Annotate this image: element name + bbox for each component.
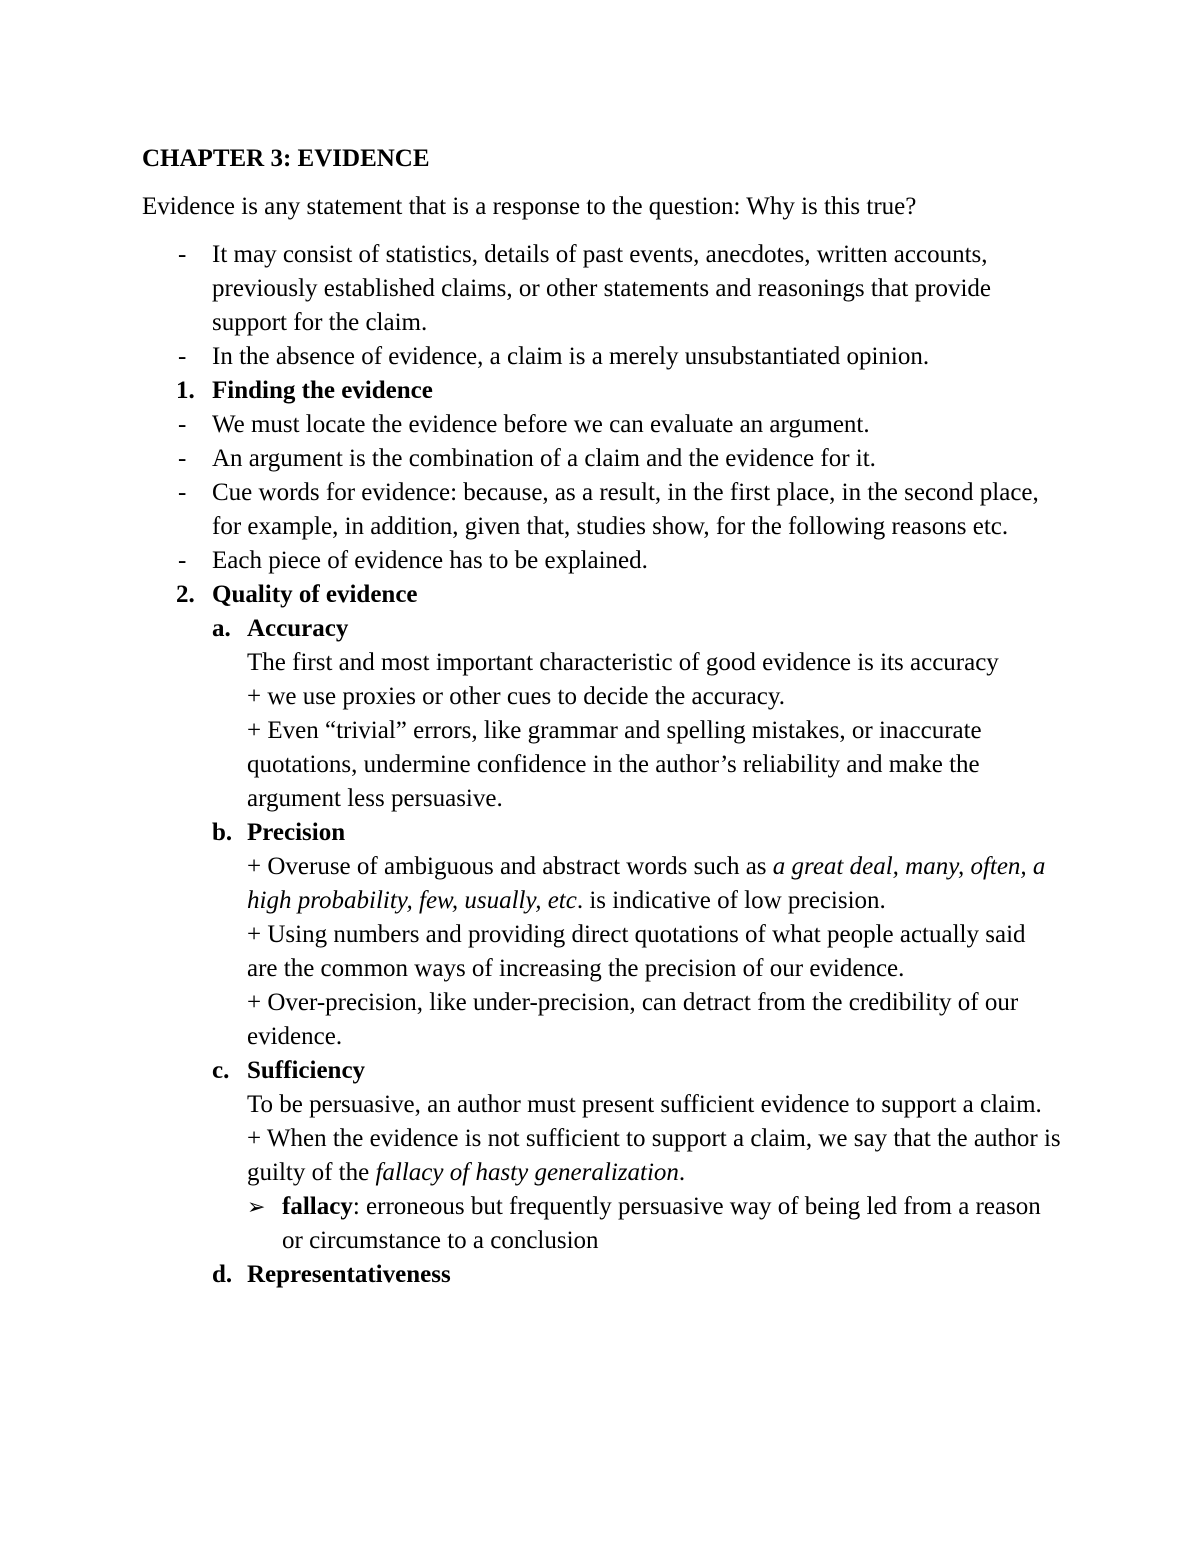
finding-bullet <box>142 544 1062 578</box>
sufficiency-paragraph: To be persuasive, an author must present sufficient evidence to support a claim. <box>247 1091 1042 1118</box>
section-number: 2. <box>176 581 195 608</box>
bullet-text: Cue words for evidence: because, as a result, in the first place, in the second place, for example, in addition, given that, studies show, for the following reasons etc. <box>212 479 1039 540</box>
definition-term: fallacy <box>282 1193 353 1220</box>
finding-bullet <box>142 408 1062 442</box>
subsection-heading-accuracy <box>142 612 1062 646</box>
subsection-heading-text: Representativeness <box>247 1261 451 1288</box>
finding-bullet <box>142 476 1062 544</box>
precision-point: + Using numbers and providing direct quotations of what people actually said are the common ways of increasing the precision of our evidence. <box>247 921 1026 982</box>
sufficiency-point <box>142 1122 1062 1190</box>
subsection-heading-text: Accuracy <box>247 615 349 642</box>
dash-marker: - <box>178 411 187 438</box>
intro-bullet <box>142 238 1062 340</box>
subsection-heading-representativeness <box>142 1258 1062 1292</box>
precision-italic-examples: a great deal, many, often, a high probability, few, usually, etc <box>247 853 1046 914</box>
bullet-text: Each piece of evidence has to be explained. <box>212 547 648 574</box>
definition-text: : erroneous but frequently persuasive way of being led from a reason or circumstance to a conclusion <box>282 1193 1041 1254</box>
bullet-text: An argument is the combination of a claim and the evidence for it. <box>212 445 876 472</box>
subsection-heading-text: Precision <box>247 819 346 846</box>
section-heading-text: Quality of evidence <box>212 581 418 608</box>
precision-text: . is indicative of low precision. <box>576 887 886 914</box>
subsection-letter: d. <box>212 1261 233 1288</box>
finding-bullet <box>142 442 1062 476</box>
dash-marker: - <box>178 547 187 574</box>
arrow-bullet-icon: ➢ <box>247 1194 266 1219</box>
bullet-text: We must locate the evidence before we can evaluate an argument. <box>212 411 870 438</box>
document-content <box>142 142 1062 1292</box>
bullet-text: It may consist of statistics, details of past events, anecdotes, written accounts, previously established claims, or other statements and reasonings that provide support for the claim. <box>212 241 991 336</box>
precision-point: + Over-precision, like under-precision, can detract from the credibility of our evidence. <box>247 989 1019 1050</box>
section-heading-quality <box>142 578 1062 612</box>
sufficiency-text: + When the evidence is not sufficient to support a claim, we say that the author is guilty of the <box>247 1125 1061 1186</box>
subsection-heading-precision <box>142 816 1062 850</box>
accuracy-paragraph: The first and most important characteristic of good evidence is its accuracy <box>247 649 999 676</box>
section-number: 1. <box>176 377 195 404</box>
section-heading-finding <box>142 374 1062 408</box>
bullet-text: In the absence of evidence, a claim is a merely unsubstantiated opinion. <box>212 343 930 370</box>
subsection-letter: c. <box>212 1057 230 1084</box>
chapter-title: CHAPTER 3: EVIDENCE <box>142 145 430 172</box>
fallacy-name-italic: fallacy of hasty generalization <box>375 1159 679 1186</box>
subsection-letter: a. <box>212 615 231 642</box>
section-heading-text: Finding the evidence <box>212 377 433 404</box>
accuracy-point: + we use proxies or other cues to decide the accuracy. <box>247 683 785 710</box>
sufficiency-text: . <box>678 1159 686 1186</box>
subsection-heading-sufficiency <box>142 1054 1062 1088</box>
precision-point <box>142 850 1062 918</box>
accuracy-point: + Even “trivial” errors, like grammar and spelling mistakes, or inaccurate quotations, undermine confidence in the author’s reliability and make the argument less persuasive. <box>247 717 982 812</box>
fallacy-definition <box>142 1190 1062 1258</box>
dash-marker: - <box>178 445 187 472</box>
precision-text: + Overuse of ambiguous and abstract words such as <box>247 853 773 880</box>
subsection-letter: b. <box>212 819 233 846</box>
dash-marker: - <box>178 479 187 506</box>
subsection-heading-text: Sufficiency <box>247 1057 366 1084</box>
intro-paragraph: Evidence is any statement that is a response to the question: Why is this true? <box>142 193 917 220</box>
dash-marker: - <box>178 343 187 370</box>
dash-marker: - <box>178 241 187 268</box>
intro-bullet <box>142 340 1062 374</box>
